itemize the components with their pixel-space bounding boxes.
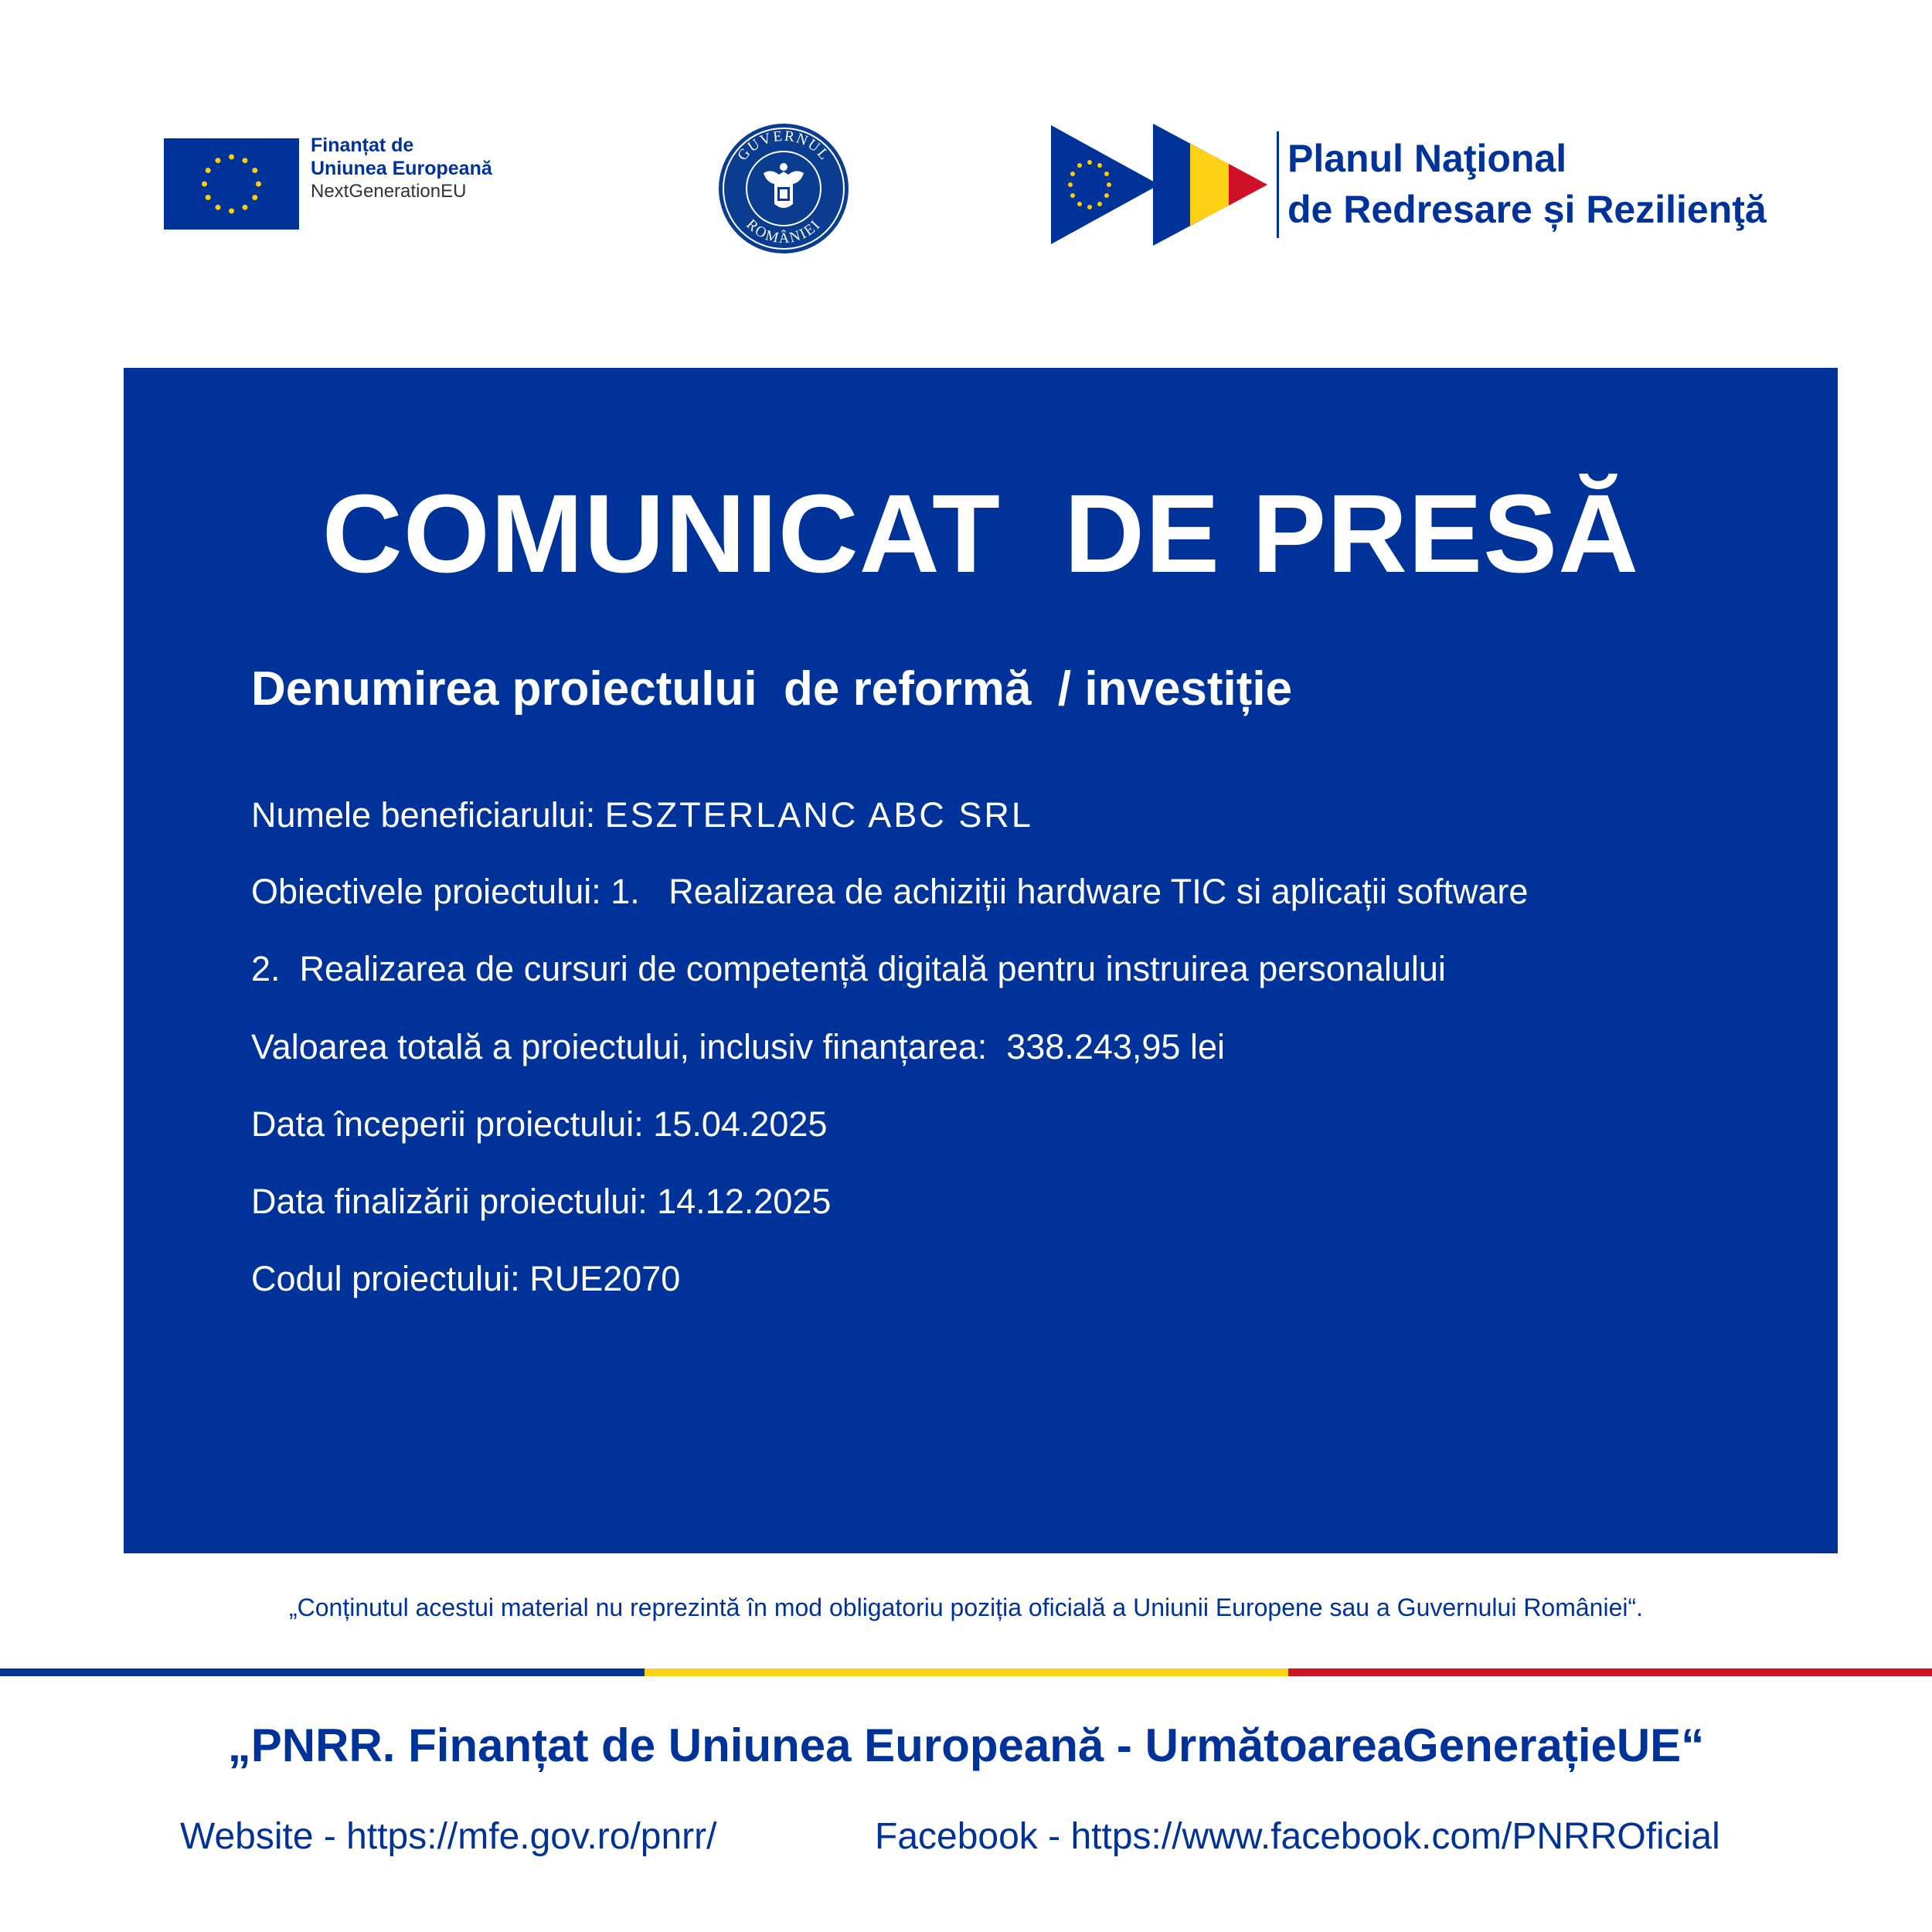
pnrr-flags-logo [1051,124,1267,246]
press-release-panel [124,368,1838,1553]
disclaimer-text: „Conținutul acestui material nu reprezintă în mod obligatoriu poziția oficială a Uniunii Europene sau a Guvernului României“. [288,1594,1644,1621]
end-date-line: Data finalizării proiectului: 14.12.2025 [251,1182,832,1221]
total-value-line: Valoarea totală a proiectului, inclusiv finanțarea: 338.243,95 lei [251,1027,1225,1066]
romanian-government-seal [717,122,850,255]
stripe-yellow [645,1668,1288,1676]
seal-bottom-text: ROMÂNIEI [743,216,825,247]
stripe-red [1288,1668,1932,1676]
beneficiary-value: ESZTERLANC ABC SRL [604,795,1033,835]
project-code-line: Codul proiectului: RUE2070 [251,1259,681,1298]
pnrr-title-line1: Planul Naţional [1287,137,1567,180]
objectives-line-1: Obiectivele proiectului: 1. Realizarea de achiziții hardware TIC si aplicații software [251,872,1529,911]
objectives-line-2: 2. Realizarea de cursuri de competență digitală pentru instruirea personalului [251,949,1446,988]
eu-flag-logo [164,138,299,230]
tricolor-stripe [0,1668,1932,1676]
facebook-link[interactable]: Facebook - https://www.facebook.com/PNRROficial [875,1816,1720,1857]
eu-funding-text [311,134,492,203]
seal-top-text: GUVERNUL [734,128,833,165]
eu-stars-icon [164,138,299,230]
logo-divider [1277,131,1279,238]
page-title: COMUNICAT DE PRESĂ [321,471,1640,596]
eu-funded-by: Finanțat de [311,134,414,156]
beneficiary-label: Numele beneficiarului: [251,795,605,835]
website-link[interactable]: Website - https://mfe.gov.ro/pnrr/ [180,1816,717,1857]
eu-nextgen: NextGenerationEU [311,181,467,202]
start-date-line: Data începerii proiectului: 15.04.2025 [251,1104,828,1144]
project-name-heading: Denumirea proiectului de reformă / investiție [251,662,1293,716]
slogan: „PNRR. Finanțat de Uniunea Europeană - UrmătoareaGenerațieUE“ [227,1719,1705,1771]
pnrr-program-title [1287,133,1767,235]
pnrr-title-line2: de Redresare și Rezilienţă [1287,188,1767,231]
eu-union-name: Uniunea Europeană [311,158,492,179]
stripe-blue [0,1668,645,1676]
beneficiary-line [251,795,1033,835]
